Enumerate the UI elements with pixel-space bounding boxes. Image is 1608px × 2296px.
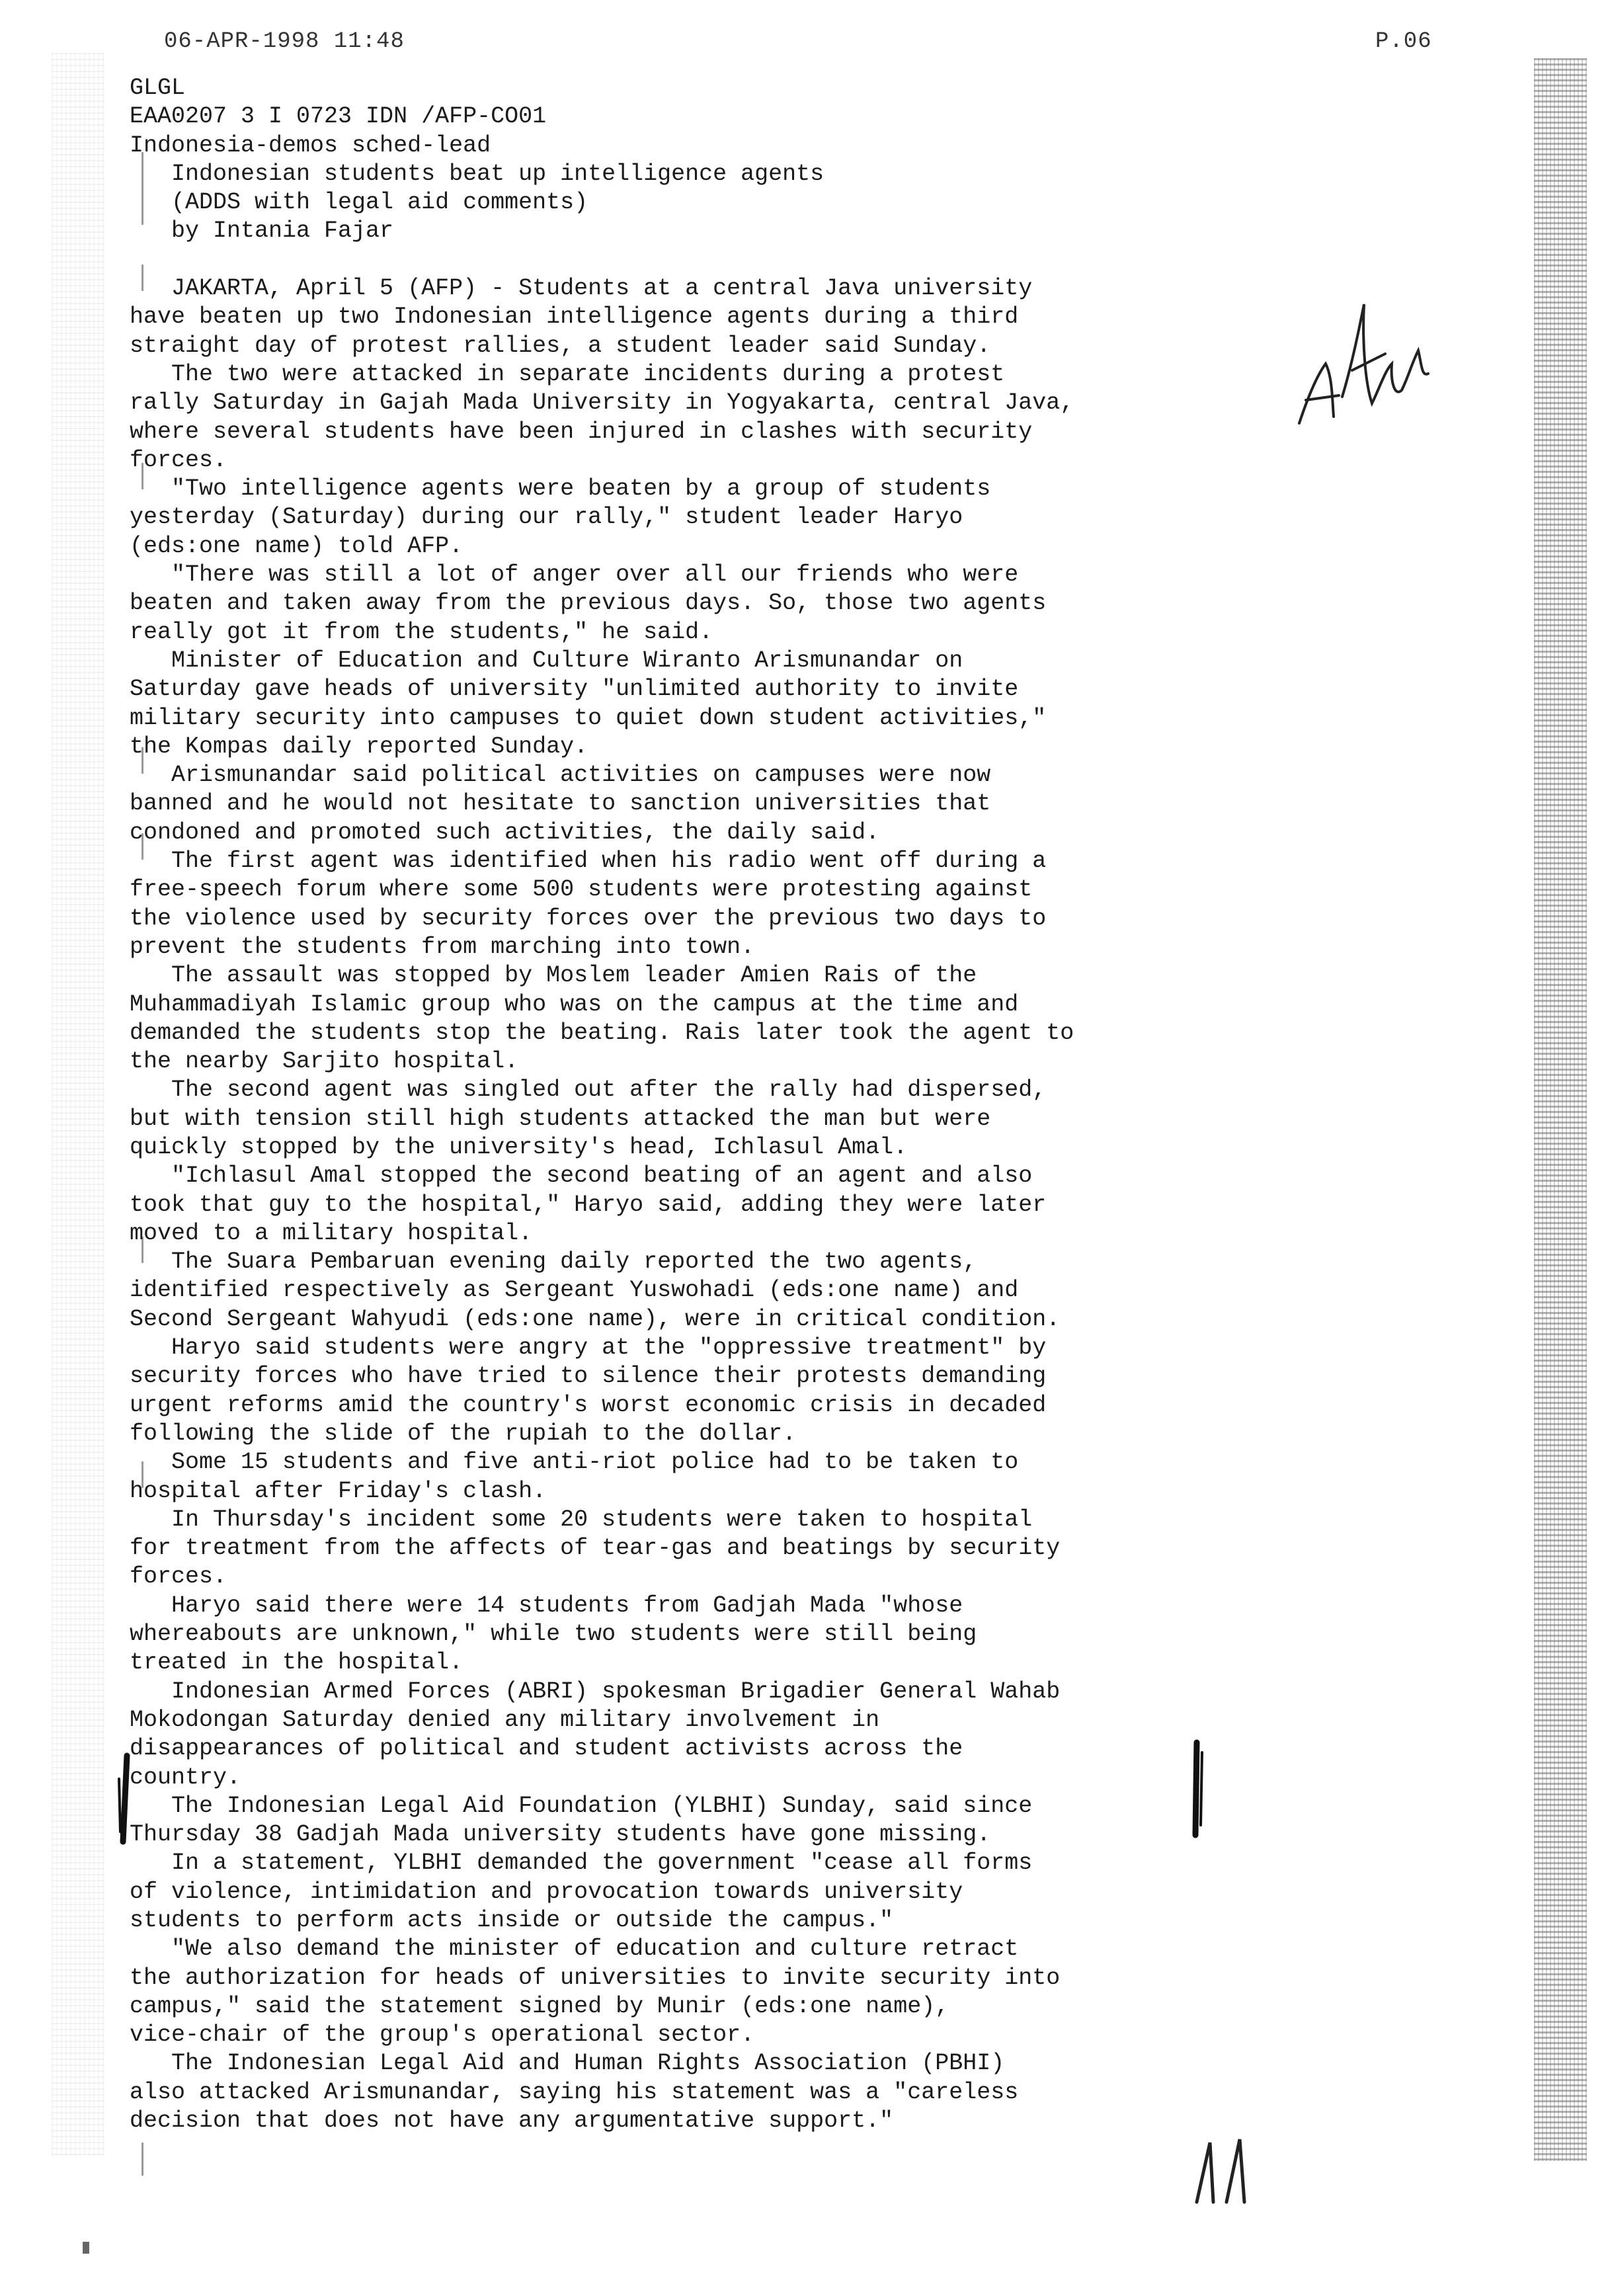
text-line: the authorization for heads of universities to invite security into xyxy=(130,1964,1061,1991)
text-line: beaten and taken away from the previous days. So, those two agents xyxy=(130,590,1047,617)
text-line: forces. xyxy=(130,1563,227,1590)
text-line: "Ichlasul Amal stopped the second beating of an agent and also xyxy=(130,1163,1033,1190)
text-line: In a statement, YLBHI demanded the government "cease all forms xyxy=(130,1850,1033,1877)
text-line: JAKARTA, April 5 (AFP) - Students at a central Java university xyxy=(130,275,1033,302)
handwritten-bracket-right-icon xyxy=(1184,1739,1210,1838)
text-line: for treatment from the affects of tear-gas and beatings by security xyxy=(130,1535,1061,1562)
text-line: vice-chair of the group's operational sector. xyxy=(130,2022,755,2049)
text-line: The Indonesian Legal Aid Foundation (YLBHI) Sunday, said since xyxy=(130,1792,1033,1819)
text-line: rally Saturday in Gajah Mada University in Yogyakarta, central Java, xyxy=(130,390,1074,417)
text-line: Haryo said students were angry at the "oppressive treatment" by xyxy=(130,1334,1047,1362)
text-line: Thursday 38 Gadjah Mada university students have gone missing. xyxy=(130,1821,991,1848)
text-line xyxy=(130,246,1240,274)
text-line: country. xyxy=(130,1764,241,1791)
text-line: Indonesian Armed Forces (ABRI) spokesman Brigadier General Wahab xyxy=(130,1678,1061,1705)
text-line: (ADDS with legal aid comments) xyxy=(130,189,588,216)
text-line: the Kompas daily reported Sunday. xyxy=(130,733,588,760)
scan-noise-right xyxy=(1534,58,1587,2161)
text-line: Haryo said there were 14 students from Gadjah Mada "whose xyxy=(130,1592,963,1619)
text-line: Mokodongan Saturday denied any military involvement in xyxy=(130,1706,880,1733)
fax-page-number: P.06 xyxy=(1375,29,1432,54)
text-line: The Indonesian Legal Aid and Human Rights Association (PBHI) xyxy=(130,2050,1005,2077)
text-line: The assault was stopped by Moslem leader Amien Rais of the xyxy=(130,962,977,989)
text-line: banned and he would not hesitate to sanction universities that xyxy=(130,790,991,817)
text-line: Second Sergeant Wahyudi (eds:one name), were in critical condition. xyxy=(130,1305,1061,1332)
text-line: identified respectively as Sergeant Yuswohadi (eds:one name) and xyxy=(130,1277,1019,1304)
text-line: Indonesian students beat up intelligence agents xyxy=(130,160,824,187)
text-line: by Intania Fajar xyxy=(130,218,394,245)
text-line: military security into campuses to quiet down student activities," xyxy=(130,704,1047,731)
wire-story-text xyxy=(130,74,1240,2135)
text-line: demanded the students stop the beating. Rais later took the agent to xyxy=(130,1019,1074,1046)
text-line: GLGL xyxy=(130,75,186,101)
text-line: security forces who have tried to silence their protests demanding xyxy=(130,1363,1047,1390)
margin-mark xyxy=(141,2143,143,2176)
text-line: "We also demand the minister of education and culture retract xyxy=(130,1936,1019,1963)
scan-artifact xyxy=(83,2242,89,2254)
text-line: following the slide of the rupiah to the dollar. xyxy=(130,1420,797,1447)
text-line: In Thursday's incident some 20 students were taken to hospital xyxy=(130,1506,1033,1533)
text-line: The first agent was identified when his radio went off during a xyxy=(130,848,1047,875)
text-line: "There was still a lot of anger over all our friends who were xyxy=(130,561,1019,589)
text-line: hospital after Friday's clash. xyxy=(130,1477,547,1504)
text-line: disappearances of political and student activists across the xyxy=(130,1735,963,1762)
text-line: Muhammadiyah Islamic group who was on the campus at the time and xyxy=(130,991,1019,1018)
text-line: free-speech forum where some 500 students were protesting against xyxy=(130,876,1033,903)
text-line: treated in the hospital. xyxy=(130,1649,463,1676)
text-line: condoned and promoted such activities, the daily said. xyxy=(130,819,880,846)
text-line: "Two intelligence agents were beaten by a group of students xyxy=(130,475,991,503)
text-line: quickly stopped by the university's head, Ichlasul Amal. xyxy=(130,1133,908,1161)
text-line: Minister of Education and Culture Wiranto Arismunandar on xyxy=(130,647,963,674)
text-line: where several students have been injured in clashes with security xyxy=(130,418,1033,445)
text-line: (eds:one name) told AFP. xyxy=(130,532,463,559)
fax-datetime: 06-APR-1998 11:48 xyxy=(164,29,405,54)
text-line: took that guy to the hospital," Haryo said, adding they were later xyxy=(130,1191,1047,1218)
text-line: Saturday gave heads of university "unlimited authority to invite xyxy=(130,676,1019,703)
handwritten-page-mark-icon xyxy=(1190,2129,1256,2209)
text-line: decision that does not have any argumentative support." xyxy=(130,2108,894,2135)
text-line: urgent reforms amid the country's worst economic crisis in decaded xyxy=(130,1391,1047,1418)
handwritten-bracket-left-icon xyxy=(114,1752,140,1845)
text-line: The Suara Pembaruan evening daily reported the two agents, xyxy=(130,1249,977,1276)
text-line: students to perform acts inside or outside the campus." xyxy=(130,1907,894,1934)
text-line: Some 15 students and five anti-riot police had to be taken to xyxy=(130,1449,1019,1476)
text-line: The second agent was singled out after the rally had dispersed, xyxy=(130,1077,1047,1104)
text-line: Indonesia-demos sched-lead xyxy=(130,132,491,159)
text-line: campus," said the statement signed by Munir (eds:one name), xyxy=(130,1992,949,2020)
handwritten-initials-icon xyxy=(1286,291,1445,456)
text-line: Arismunandar said political activities on campuses were now xyxy=(130,762,991,789)
text-line: also attacked Arismunandar, saying his statement was a "careless xyxy=(130,2078,1019,2106)
text-line: prevent the students from marching into town. xyxy=(130,933,755,960)
text-line: whereabouts are unknown," while two students were still being xyxy=(130,1621,977,1648)
text-line: but with tension still high students attacked the man but were xyxy=(130,1105,991,1132)
text-line: forces. xyxy=(130,446,227,473)
text-line: really got it from the students," he said. xyxy=(130,618,713,645)
text-line: the violence used by security forces over the previous two days to xyxy=(130,905,1047,932)
text-line: yesterday (Saturday) during our rally," student leader Haryo xyxy=(130,504,963,531)
fax-header xyxy=(0,20,1608,60)
text-line: straight day of protest rallies, a student leader said Sunday. xyxy=(130,332,991,359)
text-line: the nearby Sarjito hospital. xyxy=(130,1048,519,1075)
scan-noise-left xyxy=(52,53,104,2156)
text-line: have beaten up two Indonesian intelligence agents during a third xyxy=(130,304,1019,331)
text-line: of violence, intimidation and provocation towards university xyxy=(130,1878,963,1905)
text-line: moved to a military hospital. xyxy=(130,1219,533,1247)
text-line: EAA0207 3 I 0723 IDN /AFP-CO01 xyxy=(130,103,547,130)
text-line: The two were attacked in separate incidents during a protest xyxy=(130,360,1005,388)
